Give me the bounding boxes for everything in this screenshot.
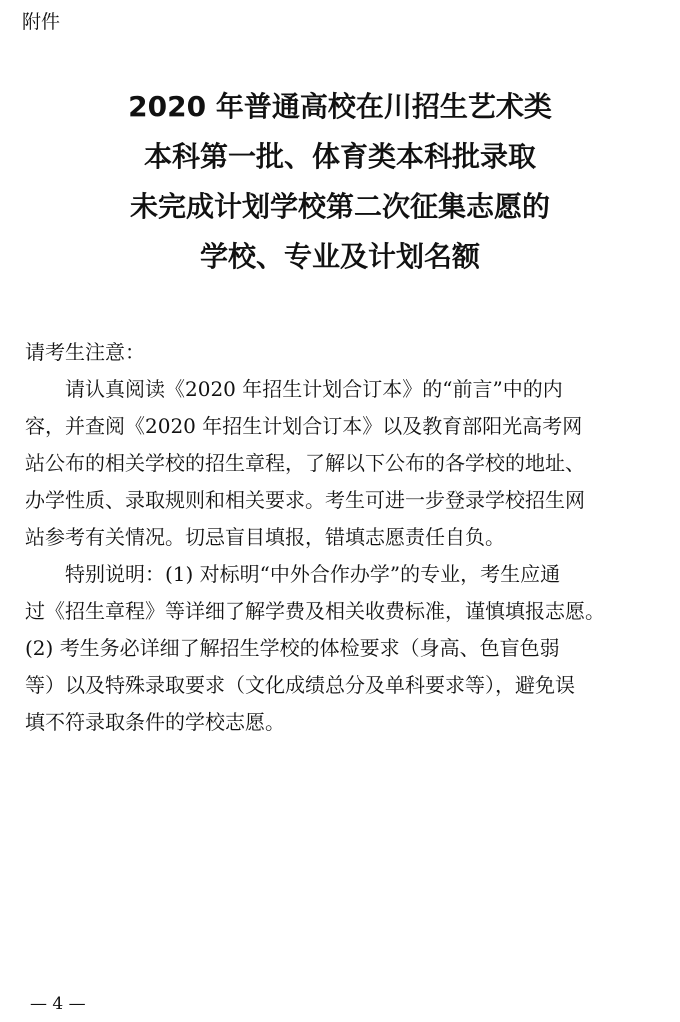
paragraph-line: 办学性质、录取规则和相关要求。考生可进一步登录学校招生网 — [25, 488, 585, 512]
paragraph-line: 等）以及特殊录取要求（文化成绩总分及单科要求等），避免误 — [25, 673, 575, 697]
title-line: 未完成计划学校第二次征集志愿的 — [129, 190, 550, 223]
paragraph-line: 特别说明：(1) 对标明“中外合作办学”的专业，考生应通 — [65, 562, 561, 586]
paragraph-line: 站参考有关情况。切忌盲目填报，错填志愿责任自负。 — [25, 525, 505, 549]
attachment-label: 附件 — [22, 11, 61, 33]
document-title — [0, 82, 680, 282]
title-line: 本科第一批、体育类本科批录取 — [143, 140, 536, 173]
paragraph-line: (2) 考生务必详细了解招生学校的体检要求（身高、色盲色弱 — [25, 636, 560, 660]
paragraph-line: 过《招生章程》等详细了解学费及相关收费标准，谨慎填报志愿。 — [25, 599, 605, 623]
notice-body — [25, 334, 665, 741]
paragraph-line: 容，并查阅《2020 年招生计划合订本》以及教育部阳光高考网 — [25, 414, 583, 438]
notice-heading: 请考生注意： — [25, 340, 145, 364]
title-line: 学校、专业及计划名额 — [199, 240, 480, 273]
paragraph-line: 站公布的相关学校的招生章程，了解以下公布的各学校的地址、 — [25, 451, 585, 475]
paragraph-line: 请认真阅读《2020 年招生计划合订本》的“前言”中的内 — [65, 377, 563, 401]
paragraph-line: 填不符录取条件的学校志愿。 — [25, 710, 285, 734]
page-number: — 4 — — [30, 994, 86, 1014]
title-line: 2020 年普通高校在川招生艺术类 — [128, 90, 552, 123]
